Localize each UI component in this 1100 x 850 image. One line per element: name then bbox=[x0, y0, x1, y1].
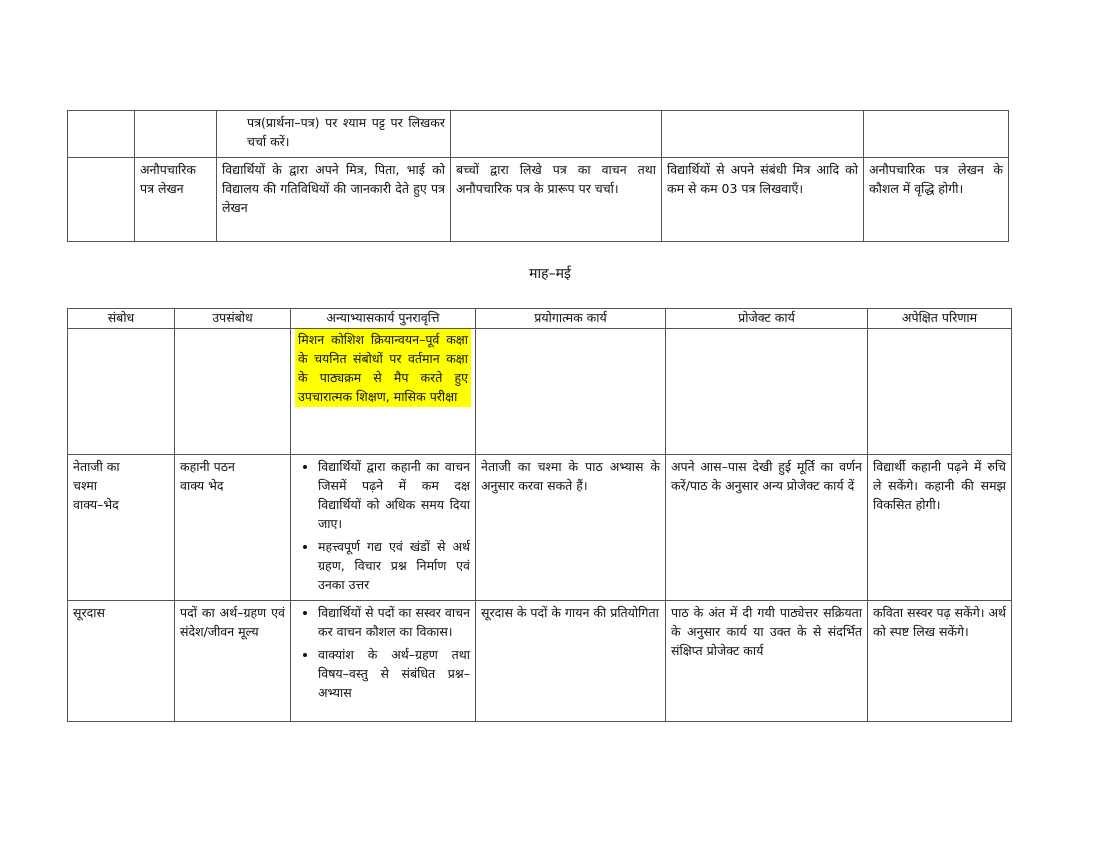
bullet-item: • महत्त्वपूर्ण गद्य एवं खंडों से अर्थ ग्रहण, विचार प्रश्न निर्माण एवं उनका उत्तर bbox=[318, 537, 470, 594]
table-cell: सूरदास bbox=[68, 601, 175, 722]
table-cell bbox=[864, 111, 1009, 158]
cell-line: वाक्य–भेद bbox=[73, 497, 119, 512]
table-cell bbox=[291, 601, 476, 722]
table-cell bbox=[175, 455, 291, 601]
table-cell: नेताजी का चश्मा के पाठ अभ्यास के अनुसार करवा सकते हैं। bbox=[476, 455, 666, 601]
table-cell bbox=[868, 329, 1012, 455]
column-header: अपेक्षित परिणाम bbox=[868, 309, 1012, 329]
table-cell: अनौपचारिक पत्र लेखन bbox=[135, 158, 217, 242]
table-cell bbox=[666, 329, 868, 455]
table-cell: विद्यार्थियों के द्वारा अपने मित्र, पिता, भाई को विद्यालय की गतिविधियों की जानकारी देते हुए पत्र लेखन bbox=[217, 158, 451, 242]
table-cell: कविता सस्वर पढ़ सकेंगे। अर्थ को स्पष्ट लिख सकेंगे। bbox=[868, 601, 1012, 722]
bullet-list bbox=[296, 457, 470, 594]
cell-line: नेताजी का bbox=[73, 459, 120, 474]
bullet-list bbox=[296, 603, 470, 702]
cell-line: चश्मा bbox=[73, 478, 97, 493]
highlighted-remedial-text: मिशन कोशिश क्रियान्वयन–पूर्व कक्षा के चयनित संबोधों पर वर्तमान कक्षा के पाठ्यक्रम से मैप करते हुए उपचारात्मक शिक्षण, मासिक परीक्षा bbox=[295, 329, 471, 407]
table-cell bbox=[291, 455, 476, 601]
table-cell bbox=[291, 329, 476, 455]
table-row bbox=[68, 158, 1009, 242]
bullet-item: • विद्यार्थियों से पदों का सस्वर वाचन कर वाचन कौशल का विकास। bbox=[318, 603, 470, 641]
column-header: अन्याभ्यासकार्य पुनरावृत्ति bbox=[291, 309, 476, 329]
table-cell bbox=[476, 329, 666, 455]
bullet-item: • वाक्यांश के अर्थ–ग्रहण तथा विषय–वस्तु से संबंधित प्रश्न–अभ्यास bbox=[318, 645, 470, 702]
table-cell bbox=[68, 111, 135, 158]
month-heading: माह–मई bbox=[529, 266, 571, 282]
table-cell: विद्यार्थी कहानी पढ़ने में रुचि ले सकेंगे। कहानी की समझ विकसित होगी। bbox=[868, 455, 1012, 601]
table-row bbox=[68, 601, 1012, 722]
column-header: उपसंबोध bbox=[175, 309, 291, 329]
cell-line: कहानी पठन bbox=[180, 459, 235, 474]
bullet-item: • विद्यार्थियों द्वारा कहानी का वाचन जिसमें पढ़ने में कम दक्ष विद्यार्थियों को अधिक समय दिया जाए। bbox=[318, 457, 470, 533]
continuation-table bbox=[67, 110, 1009, 242]
column-header: प्रयोगात्मक कार्य bbox=[476, 309, 666, 329]
table-cell bbox=[451, 111, 662, 158]
table-row bbox=[68, 111, 1009, 158]
table-cell: सूरदास के पदों के गायन की प्रतियोगिता bbox=[476, 601, 666, 722]
table-cell bbox=[68, 158, 135, 242]
table-cell: पत्र(प्रार्थना–पत्र) पर श्याम पट्ट पर लिखकर चर्चा करें। bbox=[217, 111, 451, 158]
table-header-row bbox=[68, 309, 1012, 329]
table-cell: बच्चों द्वारा लिखे पत्र का वाचन तथा अनौपचारिक पत्र के प्रारूप पर चर्चा। bbox=[451, 158, 662, 242]
table-cell: पदों का अर्थ–ग्रहण एवं संदेश/जीवन मूल्य bbox=[175, 601, 291, 722]
table-cell: अनौपचारिक पत्र लेखन के कौशल में वृद्धि होगी। bbox=[864, 158, 1009, 242]
table-cell bbox=[175, 329, 291, 455]
column-header: संबोध bbox=[68, 309, 175, 329]
table-row bbox=[68, 329, 1012, 455]
cell-line: वाक्य भेद bbox=[180, 478, 224, 493]
table-cell bbox=[68, 329, 175, 455]
column-header: प्रोजेक्ट कार्य bbox=[666, 309, 868, 329]
table-cell: अपने आस–पास देखी हुई मूर्ति का वर्णन करें/पाठ के अनुसार अन्य प्रोजेक्ट कार्य दें bbox=[666, 455, 868, 601]
table-cell bbox=[662, 111, 864, 158]
table-cell bbox=[68, 455, 175, 601]
table-cell: विद्यार्थियों से अपने संबंधी मित्र आदि को कम से कम 03 पत्र लिखवाएँ। bbox=[662, 158, 864, 242]
monthly-plan-table bbox=[67, 308, 1012, 722]
table-cell bbox=[135, 111, 217, 158]
table-cell: पाठ के अंत में दी गयी पाठ्येत्तर सक्रियता के अनुसार कार्य या उक्त के से संदर्भित संक्षिप्त प्रोजेक्ट कार्य bbox=[666, 601, 868, 722]
table-row bbox=[68, 455, 1012, 601]
